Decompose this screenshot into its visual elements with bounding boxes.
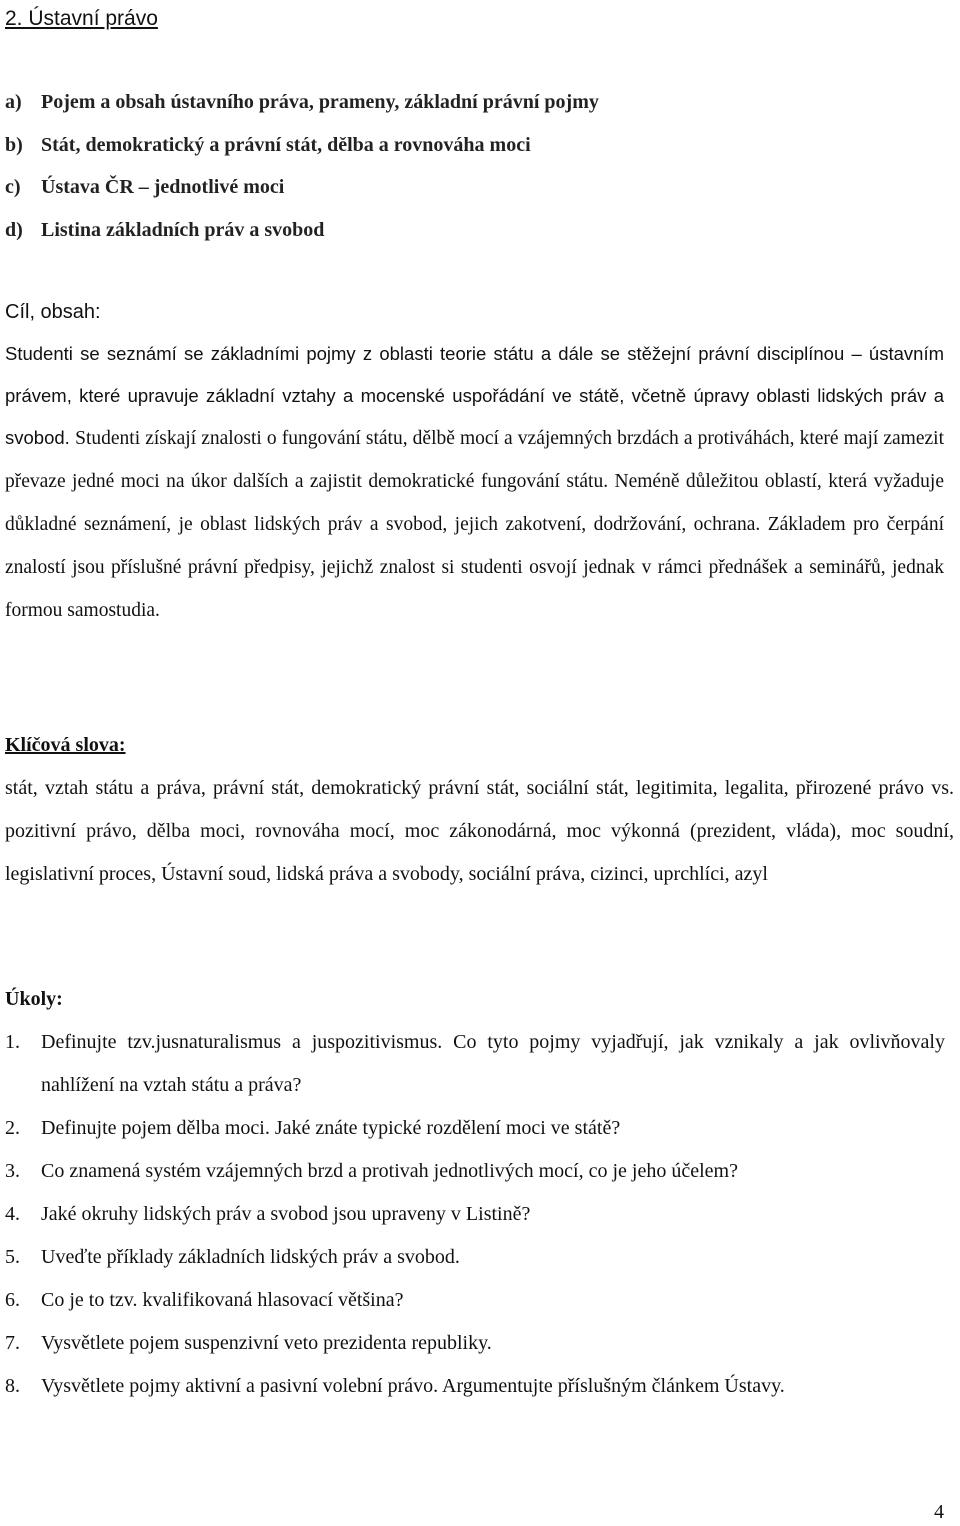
topic-text: Stát, demokratický a právní stát, dělba a rovnováha moci [41,133,531,156]
tasks-title: Úkoly: [5,988,63,1010]
task-text: Uveďte příklady základních lidských práv a svobod. [41,1246,460,1268]
keywords-title: Klíčová slova: [5,734,126,756]
topic-item [5,130,599,173]
task-item [5,1021,945,1107]
goal-paragraph-sans: Studenti se seznámí se základními pojmy z oblasti teorie státu a dále se stěžejní právní disciplínou – ústavním právem, které upravuje základní vztahy a mocenské uspořádání ve státě, včetně úpravy oblasti lidských práv a svobod. [5,343,944,448]
task-item [5,1365,945,1408]
task-item [5,1193,945,1236]
topic-text: Listina základních práv a svobod [41,218,325,241]
task-item [5,1236,945,1279]
task-item [5,1107,945,1150]
task-number: 8. [5,1375,20,1397]
task-item [5,1150,945,1193]
task-number: 7. [5,1332,20,1354]
task-number: 2. [5,1117,20,1139]
task-item [5,1322,945,1365]
topic-item [5,215,599,258]
topic-label: c) [5,176,21,198]
page-number: 4 [934,1501,944,1523]
keywords-text: stát, vztah státu a práva, právní stát, demokratický právní stát, sociální stát, legitimita, legalita, přirozené právo vs. pozitivní právo, dělba moci, rovnováha mocí, moc zákonodárná, moc výkonná (prezident, vláda), moc soudní, legislativní proces, Ústavní soud, lidská práva a svobody, sociální práva, cizinci, uprchlíci, azyl [5,777,954,885]
topic-text: Ústava ČR – jednotlivé moci [41,176,285,198]
task-text: Vysvětlete pojem suspenzivní veto prezidenta republiky. [41,1332,492,1354]
task-text: Jaké okruhy lidských práv a svobod jsou upraveny v Listině? [41,1203,531,1225]
goal-paragraph [5,333,944,632]
topic-item [5,87,599,130]
topic-text: Pojem a obsah ústavního práva, prameny, základní právní pojmy [41,91,599,113]
task-text: Co znamená systém vzájemných brzd a protivah jednotlivých mocí, co je jeho účelem? [41,1160,738,1182]
page-heading: 2. Ústavní právo [5,7,158,30]
task-number: 3. [5,1160,20,1182]
task-number: 1. [5,1031,20,1053]
task-item [5,1279,945,1322]
topic-label: d) [5,218,23,241]
goal-paragraph-serif: Studenti získají znalosti o fungování státu, dělbě mocí a vzájemných brzdách a protiváhách, které mají zamezit převaze jedné moci na úkor dalších a zajistit demokratické fungování státu. Neméně důležitou oblastí, která vyžaduje důkladné seznámení, je oblast lidských práv a svobod, jejich zakotvení, dodržování, ochrana. Základem pro čerpání znalostí jsou příslušné právní předpisy, jejichž znalost si studenti osvojí jednak v rámci přednášek a seminářů, jednak formou samostudia. [5,428,944,621]
goal-title: Cíl, obsah: [5,301,101,323]
task-text: Definujte pojem dělba moci. Jaké znáte typické rozdělení moci ve státě? [41,1117,621,1139]
task-number: 5. [5,1246,20,1268]
tasks-list [5,1021,945,1408]
topic-item [5,172,599,215]
task-number: 4. [5,1203,20,1225]
task-text: Co je to tzv. kvalifikovaná hlasovací většina? [41,1289,404,1311]
task-text: Vysvětlete pojmy aktivní a pasivní volební právo. Argumentujte příslušným článkem Ústavy. [41,1375,785,1397]
task-number: 6. [5,1289,20,1311]
task-text: Definujte tzv.jusnaturalismus a juspozitivismus. Co tyto pojmy vyjadřují, jak vznikaly a jak ovlivňovaly nahlížení na vztah státu a práva? [41,1031,945,1096]
topic-label: b) [5,133,23,156]
topic-list [5,87,599,257]
topic-label: a) [5,91,22,113]
